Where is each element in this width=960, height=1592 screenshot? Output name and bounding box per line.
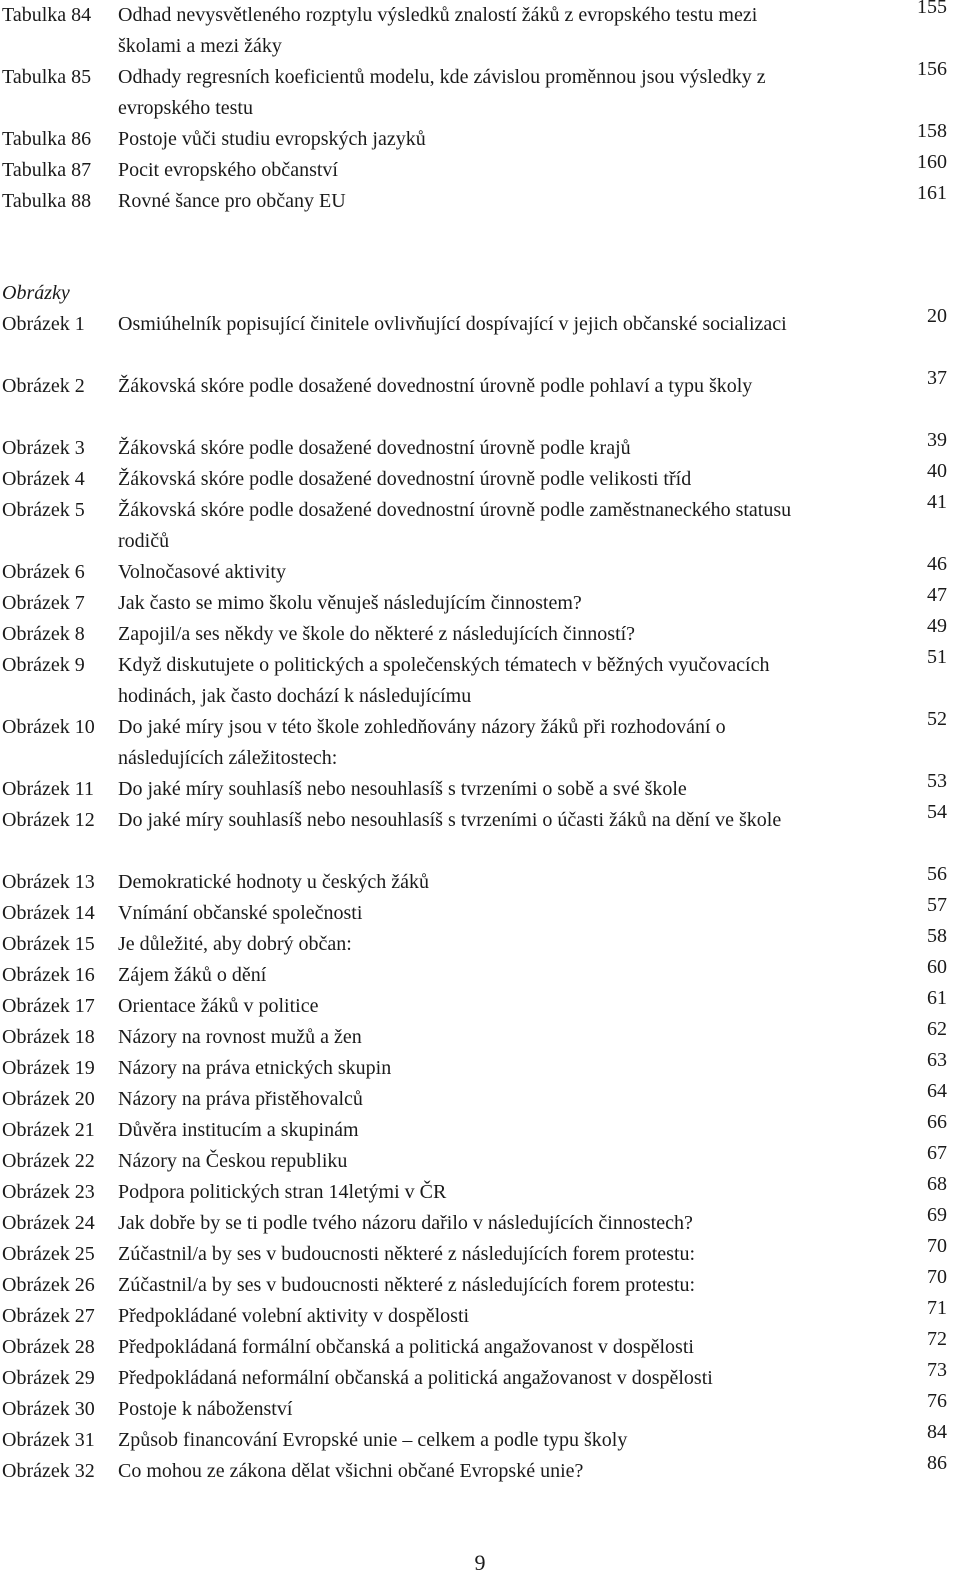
figure-title: Do jaké míry souhlasíš nebo nesouhlasíš s tvrzeními o účasti žáků na dění ve škole xyxy=(118,809,782,831)
table-label: Tabulka 88 xyxy=(2,190,92,212)
table-title: Rovné šance pro občany EU xyxy=(118,190,346,212)
figure-page: 72 xyxy=(927,1328,947,1350)
figure-title: Zúčastnil/a by ses v budoucnosti některé z následujících forem protestu: xyxy=(118,1274,696,1296)
figure-page: 47 xyxy=(927,584,947,606)
figure-page: 68 xyxy=(927,1173,947,1195)
figure-title: Žákovská skóre podle dosažené dovednostní úrovně podle krajů xyxy=(118,437,631,459)
figure-page: 60 xyxy=(927,956,947,978)
figure-label: Obrázek 23 xyxy=(2,1181,95,1203)
figure-label: Obrázek 10 xyxy=(2,716,95,738)
figure-label: Obrázek 15 xyxy=(2,933,95,955)
figure-label: Obrázek 28 xyxy=(2,1336,95,1358)
figure-page: 61 xyxy=(927,987,947,1009)
table-title: Odhad nevysvětleného rozptylu výsledků znalostí žáků z evropského testu mezi školami a mezi žáky xyxy=(118,4,758,57)
table-page: 158 xyxy=(917,120,947,142)
figure-page: 76 xyxy=(927,1390,947,1412)
table-title: Postoje vůči studiu evropských jazyků xyxy=(118,128,426,150)
figure-title: Jak dobře by se ti podle tvého názoru dařilo v následujících činnostech? xyxy=(118,1212,693,1234)
figure-label: Obrázek 22 xyxy=(2,1150,95,1172)
table-title: Odhady regresních koeficientů modelu, kde závislou proměnnou jsou výsledky z evropského testu xyxy=(118,66,766,119)
figure-label: Obrázek 5 xyxy=(2,499,85,521)
figure-title: Orientace žáků v politice xyxy=(118,995,319,1017)
figure-page: 66 xyxy=(927,1111,947,1133)
figure-label: Obrázek 17 xyxy=(2,995,95,1017)
figure-title: Žákovská skóre podle dosažené dovednostní úrovně podle pohlaví a typu školy xyxy=(118,375,753,397)
figure-title: Je důležité, aby dobrý občan: xyxy=(118,933,352,955)
figure-page: 86 xyxy=(927,1452,947,1474)
figure-label: Obrázek 26 xyxy=(2,1274,95,1296)
figure-title: Co mohou ze zákona dělat všichni občané Evropské unie? xyxy=(118,1460,584,1482)
table-label: Tabulka 85 xyxy=(2,66,92,88)
figure-page: 57 xyxy=(927,894,947,916)
figure-page: 52 xyxy=(927,708,947,730)
figure-page: 54 xyxy=(927,801,947,823)
figure-title: Žákovská skóre podle dosažené dovednostní úrovně podle velikosti tříd xyxy=(118,468,692,490)
figure-label: Obrázek 25 xyxy=(2,1243,95,1265)
figure-title: Názory na práva etnických skupin xyxy=(118,1057,392,1079)
figure-page: 62 xyxy=(927,1018,947,1040)
figure-label: Obrázek 7 xyxy=(2,592,85,614)
figure-label: Obrázek 3 xyxy=(2,437,85,459)
figure-title: Zúčastnil/a by ses v budoucnosti některé z následujících forem protestu: xyxy=(118,1243,696,1265)
figure-page: 58 xyxy=(927,925,947,947)
figure-page: 67 xyxy=(927,1142,947,1164)
figure-label: Obrázek 20 xyxy=(2,1088,95,1110)
figure-page: 64 xyxy=(927,1080,947,1102)
figure-label: Obrázek 12 xyxy=(2,809,95,831)
figure-title: Způsob financování Evropské unie – celkem a podle typu školy xyxy=(118,1429,628,1451)
figure-label: Obrázek 29 xyxy=(2,1367,95,1389)
figure-title: Předpokládaná neformální občanská a politická angažovanost v dospělosti xyxy=(118,1367,713,1389)
figure-page: 37 xyxy=(927,367,947,389)
figure-title: Jak často se mimo školu věnuješ následujícím činnostem? xyxy=(118,592,582,614)
figure-page: 46 xyxy=(927,553,947,575)
figure-label: Obrázek 16 xyxy=(2,964,95,986)
figure-page: 69 xyxy=(927,1204,947,1226)
table-page: 155 xyxy=(917,0,947,18)
figure-page: 40 xyxy=(927,460,947,482)
figure-label: Obrázek 9 xyxy=(2,654,85,676)
figure-page: 70 xyxy=(927,1235,947,1257)
figure-title: Když diskutujete o politických a společenských tématech v běžných vyučovacích hodinách, jak často dochází k následujícímu xyxy=(118,654,770,707)
figure-title: Osmiúhelník popisující činitele ovlivňující dospívající v jejich občanské socializaci xyxy=(118,313,787,335)
page-number: 9 xyxy=(474,1550,486,1575)
figure-page: 20 xyxy=(927,305,947,327)
figure-title: Názory na rovnost mužů a žen xyxy=(118,1026,362,1048)
figure-label: Obrázek 13 xyxy=(2,871,95,893)
figure-label: Obrázek 32 xyxy=(2,1460,95,1482)
figure-title: Důvěra institucím a skupinám xyxy=(118,1119,359,1141)
table-label: Tabulka 84 xyxy=(2,4,92,26)
figure-title: Do jaké míry souhlasíš nebo nesouhlasíš s tvrzeními o sobě a své škole xyxy=(118,778,687,800)
figure-title: Názory na Českou republiku xyxy=(118,1150,348,1172)
figure-page: 41 xyxy=(927,491,947,513)
figure-title: Předpokládané volební aktivity v dospělosti xyxy=(118,1305,470,1327)
table-page: 156 xyxy=(917,58,947,80)
figure-label: Obrázek 24 xyxy=(2,1212,95,1234)
figure-label: Obrázek 19 xyxy=(2,1057,95,1079)
figure-label: Obrázek 6 xyxy=(2,561,85,583)
figure-page: 51 xyxy=(927,646,947,668)
figure-label: Obrázek 4 xyxy=(2,468,85,490)
figure-title: Názory na práva přistěhovalců xyxy=(118,1088,363,1110)
figure-page: 56 xyxy=(927,863,947,885)
table-title: Pocit evropského občanství xyxy=(118,159,338,181)
figure-page: 71 xyxy=(927,1297,947,1319)
figure-title: Vnímání občanské společnosti xyxy=(118,902,363,924)
figure-label: Obrázek 14 xyxy=(2,902,95,924)
figure-label: Obrázek 27 xyxy=(2,1305,95,1327)
table-label: Tabulka 87 xyxy=(2,159,92,181)
figure-label: Obrázek 30 xyxy=(2,1398,95,1420)
figure-title: Žákovská skóre podle dosažené dovednostní úrovně podle zaměstnaneckého statusu rodičů xyxy=(118,499,792,552)
figure-page: 63 xyxy=(927,1049,947,1071)
figure-page: 73 xyxy=(927,1359,947,1381)
figure-title: Zájem žáků o dění xyxy=(118,964,267,986)
figure-label: Obrázek 11 xyxy=(2,778,94,800)
figure-page: 84 xyxy=(927,1421,947,1443)
figure-label: Obrázek 21 xyxy=(2,1119,95,1141)
figure-page: 53 xyxy=(927,770,947,792)
figure-title: Zapojil/a ses někdy ve škole do některé z následujících činností? xyxy=(118,623,636,645)
figure-title: Demokratické hodnoty u českých žáků xyxy=(118,871,430,893)
figures-heading: Obrázky xyxy=(2,282,70,304)
figure-label: Obrázek 8 xyxy=(2,623,85,645)
figure-page: 70 xyxy=(927,1266,947,1288)
table-page: 160 xyxy=(917,151,947,173)
figure-title: Předpokládaná formální občanská a politická angažovanost v dospělosti xyxy=(118,1336,694,1358)
figure-page: 49 xyxy=(927,615,947,637)
table-page: 161 xyxy=(917,182,947,204)
figure-title: Podpora politických stran 14letými v ČR xyxy=(118,1181,447,1203)
figure-label: Obrázek 18 xyxy=(2,1026,95,1048)
figure-title: Volnočasové aktivity xyxy=(118,561,286,583)
figure-page: 39 xyxy=(927,429,947,451)
figure-label: Obrázek 1 xyxy=(2,313,85,335)
figure-label: Obrázek 2 xyxy=(2,375,85,397)
figure-title: Do jaké míry jsou v této škole zohledňovány názory žáků při rozhodování o následujících záležitostech: xyxy=(118,716,726,769)
table-label: Tabulka 86 xyxy=(2,128,92,150)
figure-label: Obrázek 31 xyxy=(2,1429,95,1451)
figure-title: Postoje k náboženství xyxy=(118,1398,293,1420)
